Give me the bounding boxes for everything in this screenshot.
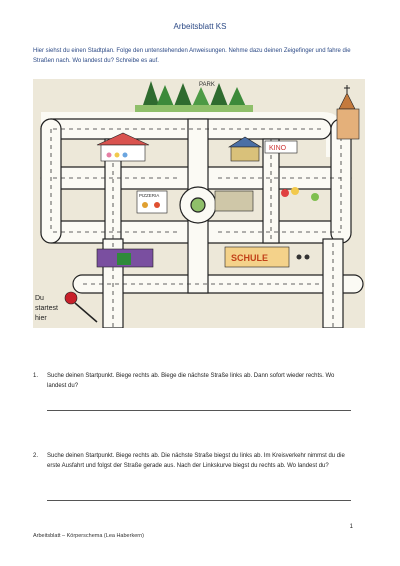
- task-1-text: Suche deinen Startpunkt. Biege rechts ab. Biege die nächste Straße links ab. Dann sofort wieder rechts. Wo landest du?: [47, 373, 335, 389]
- park-label: PARK: [199, 82, 215, 88]
- task-1-number: 1.: [33, 373, 39, 379]
- start-label-3: hier: [35, 315, 47, 322]
- page-number: 1: [349, 524, 353, 530]
- task-2-text: Suche deinen Startpunkt. Biege rechts ab. Die nächste Straße biegst du links ab. Im Kreisverkehr nimmst du die erste Ausfahrt und folgst der Straße gerade aus. Nach der Linkskurve biegst du rechts ab. Wo landest du?: [47, 453, 345, 469]
- answer-line-2[interactable]: [47, 500, 351, 501]
- intro-text: Hier siehst du einen Stadtplan. Folge den untenstehenden Anweisungen. Nehme dazu deinen Zeigefinger und fahre die Straßen nach. Wo landest du? Schreibe es auf.: [33, 48, 351, 64]
- schule-label: SCHULE: [231, 253, 269, 263]
- start-label-1: Du: [35, 295, 44, 302]
- pizzeria-label: PIZZERIA: [139, 193, 160, 198]
- start-label-2: startest: [35, 305, 58, 312]
- start-point-marker: [65, 292, 77, 304]
- answer-line-1[interactable]: [47, 410, 351, 411]
- page-title: Arbeitsblatt KS: [173, 22, 227, 31]
- shop-building: [215, 191, 253, 211]
- task-2-number: 2.: [33, 453, 39, 459]
- house-store: [97, 249, 153, 267]
- city-map-drawing: [33, 79, 365, 328]
- page-footer: Arbeitsblatt – Körperschema (Lea Haberkern): [33, 533, 144, 539]
- kino-label: KINO: [269, 145, 287, 152]
